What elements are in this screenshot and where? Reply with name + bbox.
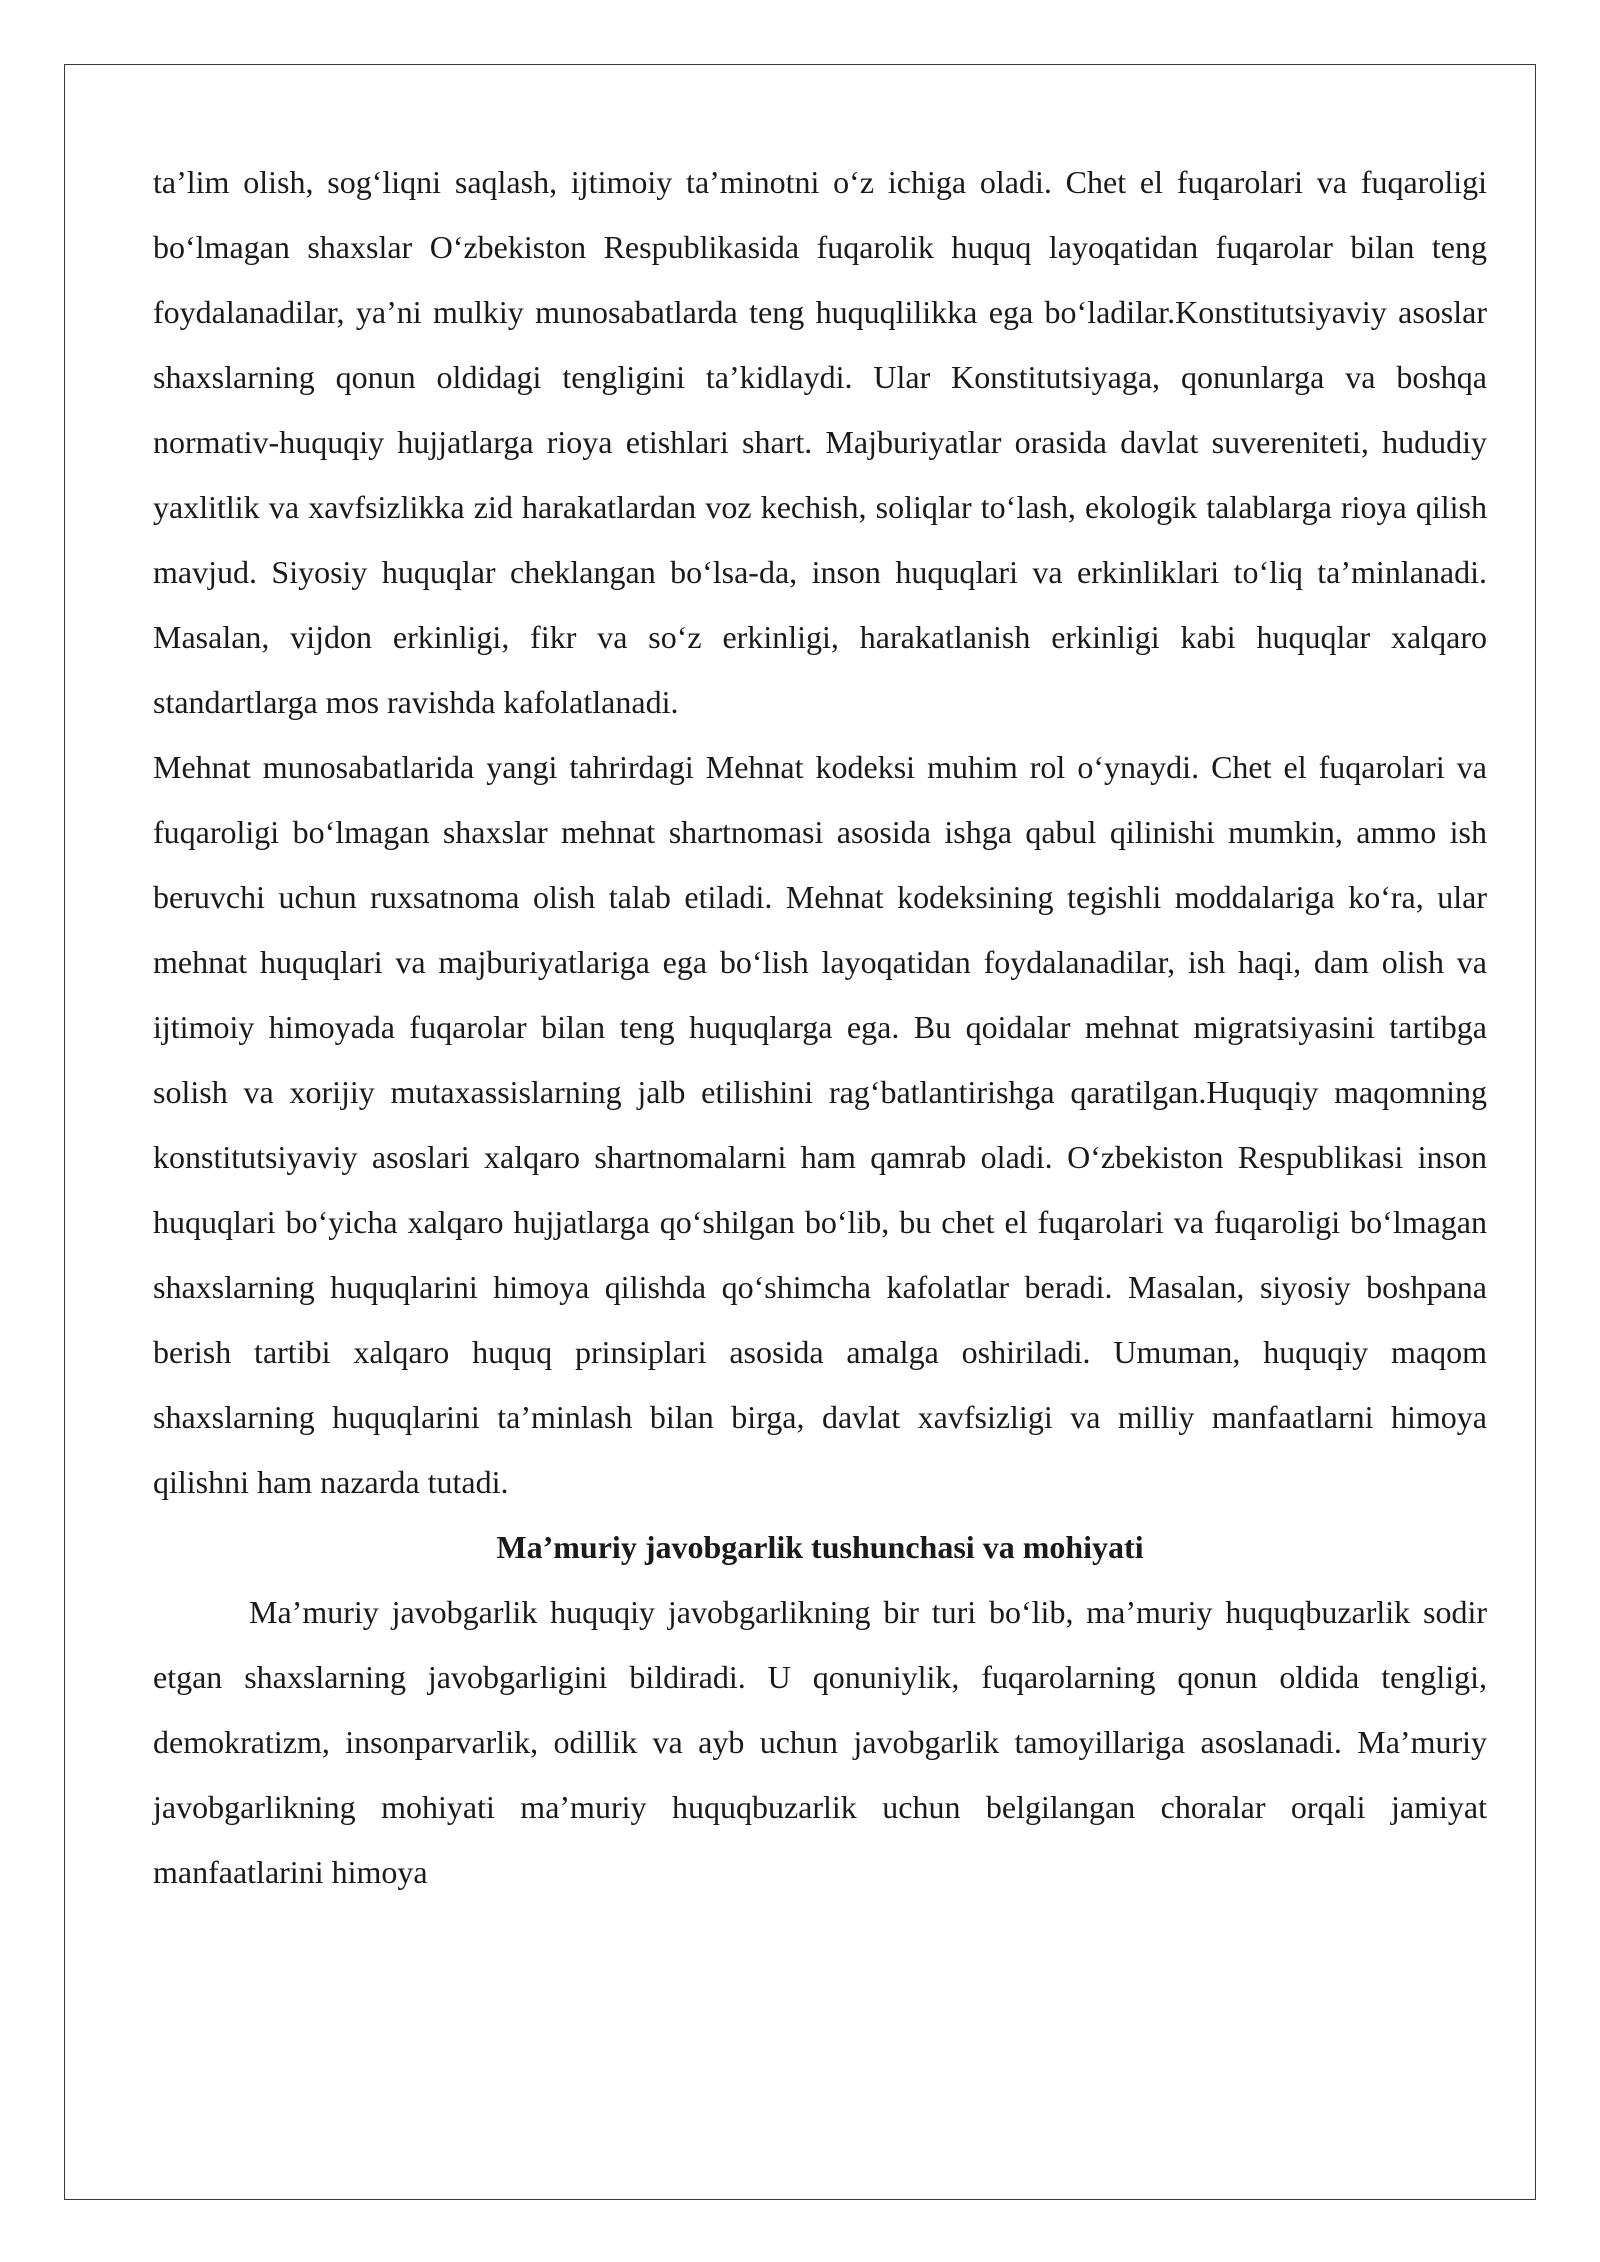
paragraph-labor-relations: Mehnat munosabatlarida yangi tahrirdagi Mehnat kodeksi muhim rol o‘ynaydi. Chet el fuqarolari va fuqaroligi bo‘lmagan shaxslar mehnat shartnomasi asosida ishga qabul qilinishi mumkin, ammo ish beruvchi uchun ruxsatnoma olish talab etiladi. Mehnat kodeksining tegishli moddalariga ko‘ra, ular mehnat huquqlari va majburiyatlariga ega bo‘lish layoqatidan foydalanadilar, ish haqi, dam olish va ijtimoiy himoyada fuqarolar bilan teng huquqlarga ega. Bu qoidalar mehnat migratsiyasini tartibga solish va xorijiy mutaxassislarning jalb etilishini rag‘batlantirishga qaratilgan.Huquqiy maqomning konstitutsiyaviy asoslari xalqaro shartnomalarni ham qamrab oladi. O‘zbekiston Respublikasi inson huquqlari bo‘yicha xalqaro hujjatlarga qo‘shilgan bo‘lib, bu chet el fuqarolari va fuqaroligi bo‘lmagan shaxslarning huquqlarini himoya qilishda qo‘shimcha kafolatlar beradi. Masalan, siyosiy boshpana berish tartibi xalqaro huquq prinsiplari asosida amalga oshiriladi. Umuman, huquqiy maqom shaxslarning huquqlarini ta’minlash bilan birga, davlat xavfsizligi va milliy manfaatlarni himoya qilishni ham nazarda tutadi. [153,749,1487,1500]
paragraph-legal-status-rights: ta’lim olish, sog‘liqni saqlash, ijtimoiy ta’minotni o‘z ichiga oladi. Chet el fuqarolari va fuqaroligi bo‘lmagan shaxslar O‘zbekiston Respublikasida fuqarolik huquq layoqatidan fuqarolar bilan teng foydalanadilar, ya’ni mulkiy munosabatlarda teng huquqlilikka ega bo‘ladilar.Konstitutsiyaviy asoslar shaxslarning qonun oldidagi tengligini ta’kidlaydi. Ular Konstitutsiyaga, qonunlarga va boshqa normativ-huquqiy hujjatlarga rioya etishlari shart. Majburiyatlar orasida davlat suvereniteti, hududiy yaxlitlik va xavfsizlikka zid harakatlardan voz kechish, soliqlar to‘lash, ekologik talablarga rioya qilish mavjud. Siyosiy huquqlar cheklangan bo‘lsa-da, inson huquqlari va erkinliklari to‘liq ta’minlanadi. Masalan, vijdon erkinligi, fikr va so‘z erkinligi, harakatlanish erkinligi kabi huquqlar xalqaro standartlarga mos ravishda kafolatlanadi. [153,164,1487,720]
document-body [153,150,1487,1905]
paragraph-administrative-liability: Ma’muriy javobgarlik huquqiy javobgarlikning bir turi bo‘lib, ma’muriy huquqbuzarlik sodir etgan shaxslarning javobgarligini bildiradi. U qonuniylik, fuqarolarning qonun oldida tengligi, demokratizm, insonparvarlik, odillik va ayb uchun javobgarlik tamoyillariga asoslanadi. Ma’muriy javobgarlikning mohiyati ma’muriy huquqbuzarlik uchun belgilangan choralar orqali jamiyat manfaatlarini himoya [153,1594,1487,1890]
section-heading: Ma’muriy javobgarlik tushunchasi va mohiyati [496,1529,1144,1565]
